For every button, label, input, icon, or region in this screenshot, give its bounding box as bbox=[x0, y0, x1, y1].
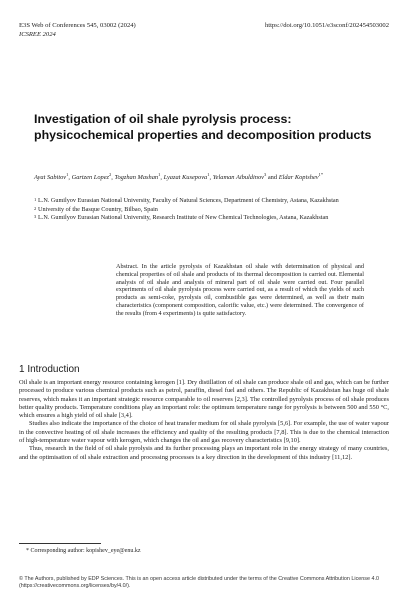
footnote-divider bbox=[19, 543, 101, 544]
author: Yelaman Aibuldinov$^3$ and bbox=[212, 172, 279, 182]
affiliation: 3 L.N. Gumilyov Eurasian National University, Research Institute of New Chemical Technologies, Astana, Kazakhstan bbox=[34, 214, 329, 222]
author: Togzhan Mashan$^1$, bbox=[114, 172, 164, 182]
license-notice: © The Authors, published by EDP Sciences. This is an open access article distributed under the terms of the Creative Commons Attribution License 4.0 (https://creativecommons.org/licenses/by/4.0/). bbox=[19, 576, 379, 589]
affiliation-list bbox=[34, 197, 379, 223]
author: Ayat Sabitov$^1$, bbox=[34, 172, 72, 182]
body-text bbox=[19, 379, 389, 462]
paper-title: Investigation of oil shale pyrolysis process: physicochemical properties and decomposition products bbox=[34, 112, 372, 142]
running-header-left bbox=[19, 21, 136, 39]
section-heading: 1 Introduction bbox=[19, 364, 80, 375]
conference-name: ICSREE 2024 bbox=[19, 31, 56, 38]
abstract: Abstract. In the article pyrolysis of Kazakhstan oil shale with determination of physical and chemical properties of oil shale and products of its thermal decomposition is carried out. Elemental analysis of oil shale and analysis of mineral part of oil shale were carried out. Four parallel experiments of oil shale pyrolysis process were carried out, as a result of which the yields of such products as semi-coke, pyrolysis oil, combustible gas were determined, as well as their main characteristics (component composition, calorific value, etc.) were determined. The convergence of the results (from 4 experiments) is quite satisfactory. bbox=[116, 263, 364, 317]
affiliation: 2 University of the Basque Country, Bilbao, Spain bbox=[34, 205, 158, 213]
affiliation: 1 L.N. Gumilyov Eurasian National University, Faculty of Natural Sciences, Department of Chemistry, Astana, Kazakhstan bbox=[34, 197, 339, 204]
corresponding-author-footnote: * Corresponding author: kopishev_eye@enu.kz bbox=[26, 548, 141, 554]
author: Eldar Kopishev$^{1*}$ bbox=[278, 172, 324, 182]
author: Lyazat Kusepova$^1$, bbox=[163, 172, 213, 182]
journal-citation: E3S Web of Conferences 545, 03002 (2024) bbox=[19, 22, 136, 29]
author-list bbox=[34, 170, 379, 183]
author: Gartzen Lopez$^2$, bbox=[71, 172, 115, 182]
paragraph: Studies also indicate the importance of the choice of heat transfer medium for oil shale pyrolysis [5,6]. For example, the use of water vapour in the convective heating of oil shale increases the efficiency and quality of the resulting products [7,8]. This is due to the chemical interaction of high-temperature water vapour with kerogen, which changes the oil and gas recovery characteristics [9,10]. bbox=[19, 420, 389, 445]
doi-link[interactable]: https://doi.org/10.1051/e3sconf/202454503002 bbox=[264, 22, 389, 29]
paragraph: Thus, research in the field of oil shale pyrolysis and its further processing plays an important role in the energy strategy of many countries, and the optimisation of oil shale extraction and processing processes is a key direction in the development of this industry [11,12]. bbox=[19, 445, 389, 461]
paragraph: Oil shale is an important energy resource containing kerogen [1]. Dry distillation of oil shale can produce shale oil and gas, which can be further processed to produce various chemical products such as petrol, paraffin, diesel fuel and others. The Republic of Kazakhstan has huge oil shale reserves, which makes it an important strategic resource comparable to oil reserves [2,3]. The controlled pyrolysis process of oil shale produces better quality products. Temperature conditions play an important role: the optimum temperature range for pyrolysis is between 500 and 550 °C, which ensures a high yield of oil shale [3,4]. bbox=[19, 379, 389, 420]
